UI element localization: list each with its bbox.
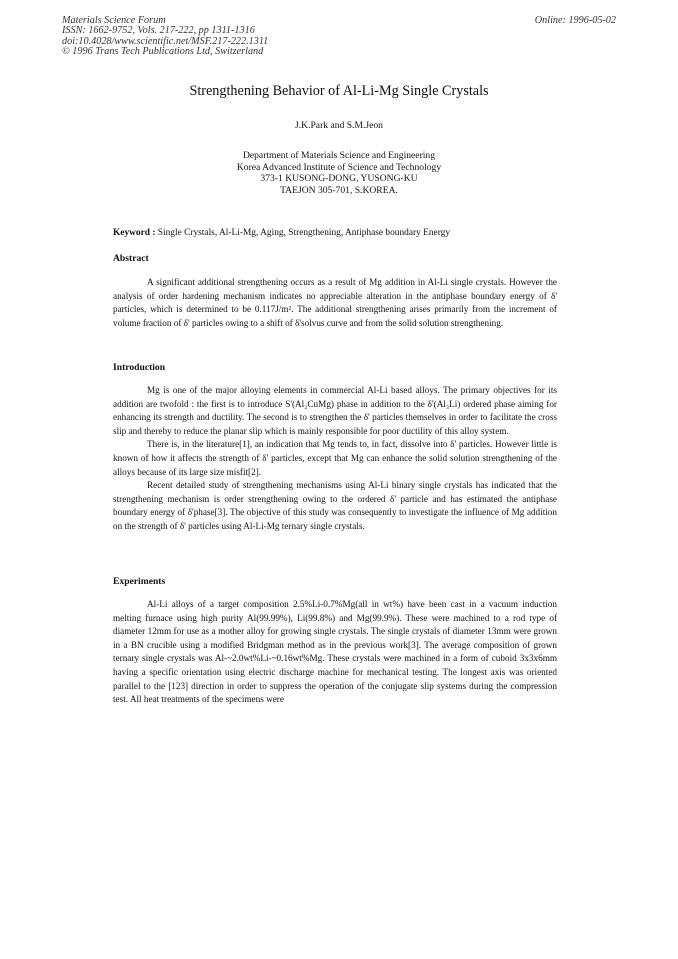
experiments-body <box>113 598 557 707</box>
affiliation-line: TAEJON 305-701, S.KOREA. <box>280 184 398 196</box>
affiliation-line: Department of Materials Science and Engineering <box>242 150 436 161</box>
keywords <box>113 228 450 238</box>
journal-copyright: © 1996 Trans Tech Publications Ltd, Switzerland <box>62 45 264 57</box>
abstract-paragraph: A significant additional strengthening occurs as a result of Mg addition in Al-Li single crystals. However the analysis of order hardening mechanism indicates no appreciable alteration in the antiphase boundary energy of δ' particles, which is determined to be 0.117J/m². The additional strengthening arises primarily from the increment of volume fraction of δ' particles owing to a shift of δ'solvus curve and from the solid solution strengthening. <box>113 277 557 328</box>
introduction-paragraph: Mg is one of the major alloying elements in commercial Al-Li based alloys. The primary objectives for its addition are twofold : the first is to introduce S'(Al₂CuMg) phase in addition to the δ'(Al₃Li) ordered phase aiming for enhancing its strength and ductility. The second is to strengthen the δ' particles themselves in order to facilitate the cross slip and thereby to reduce the planar slip which is mainly responsible for poor ductility of this alloy system. <box>113 385 557 436</box>
abstract-body <box>113 276 557 330</box>
introduction-body <box>113 384 557 534</box>
affiliation <box>0 150 678 196</box>
journal-issn: ISSN: 1662-9752, Vols. 217-222, pp 1311-1316 <box>62 25 255 37</box>
abstract-heading: Abstract <box>113 253 149 264</box>
keywords-text: Single Crystals, Al-Li-Mg, Aging, Strengthening, Antiphase boundary Energy <box>157 228 451 238</box>
online-date: Online: 1996-05-02 <box>534 15 616 26</box>
journal-header <box>62 16 268 57</box>
paper-title: Strengthening Behavior of Al-Li-Mg Single Crystals <box>189 83 489 99</box>
introduction-paragraph: Recent detailed study of strengthening mechanisms using Al-Li binary single crystals has indicated that the strengthening mechanism is order strengthening owing to the ordered δ' particle and has estimated the antiphase boundary energy of δ'phase[3]. The objective of this study was consequently to investigate the influence of Mg addition on the strength of δ' particles using Al-Li-Mg ternary single crystals. <box>113 480 557 531</box>
affiliation-line: 373-1 KUSONG-DONG, YUSONG-KU <box>260 173 418 185</box>
affiliation-line: Korea Advanced Institute of Science and Technology <box>236 161 442 173</box>
keywords-label: Keyword : <box>113 228 156 238</box>
introduction-paragraph: There is, in the literature[1], an indication that Mg tends to, in fact, dissolve into δ' particles. However little is known of how it affects the strength of δ' particles, except that Mg can enhance the solid solution strengthening of the alloys because of its large size misfit[2]. <box>113 439 557 477</box>
paper-authors: J.K.Park and S.M.Jeon <box>295 120 383 131</box>
journal-doi: doi:10.4028/www.scientific.net/MSF.217-222.1311 <box>62 35 269 47</box>
journal-name: Materials Science Forum <box>62 15 166 26</box>
experiments-heading: Experiments <box>113 576 166 587</box>
introduction-heading: Introduction <box>113 362 166 373</box>
experiments-paragraph: Al-Li alloys of a target composition 2.5%Li-0.7%Mg(all in wt%) have been cast in a vacuum induction melting furnace using high purity Al(99.99%), Li(99.8%) and Mg(99.9%). These were machined to a rod type of diameter 12mm for use as a mother alloy for growing single crystals. The single crystals of diameter 13mm were grown in a BN crucible using a modified Bridgman method as in the previous work[3]. The average composition of grown ternary single crystals was Al-~2.0wt%Li-~0.16wt%Mg. These crystals were machined in a form of cuboid 3x3x6mm having a specific orientation using electric discharge machine for mechanical testing. The longest axis was oriented parallel to the [123] direction in order to suppress the operation of the conjugate slip systems during the compression test. All heat treatments of the specimens were <box>113 599 557 705</box>
